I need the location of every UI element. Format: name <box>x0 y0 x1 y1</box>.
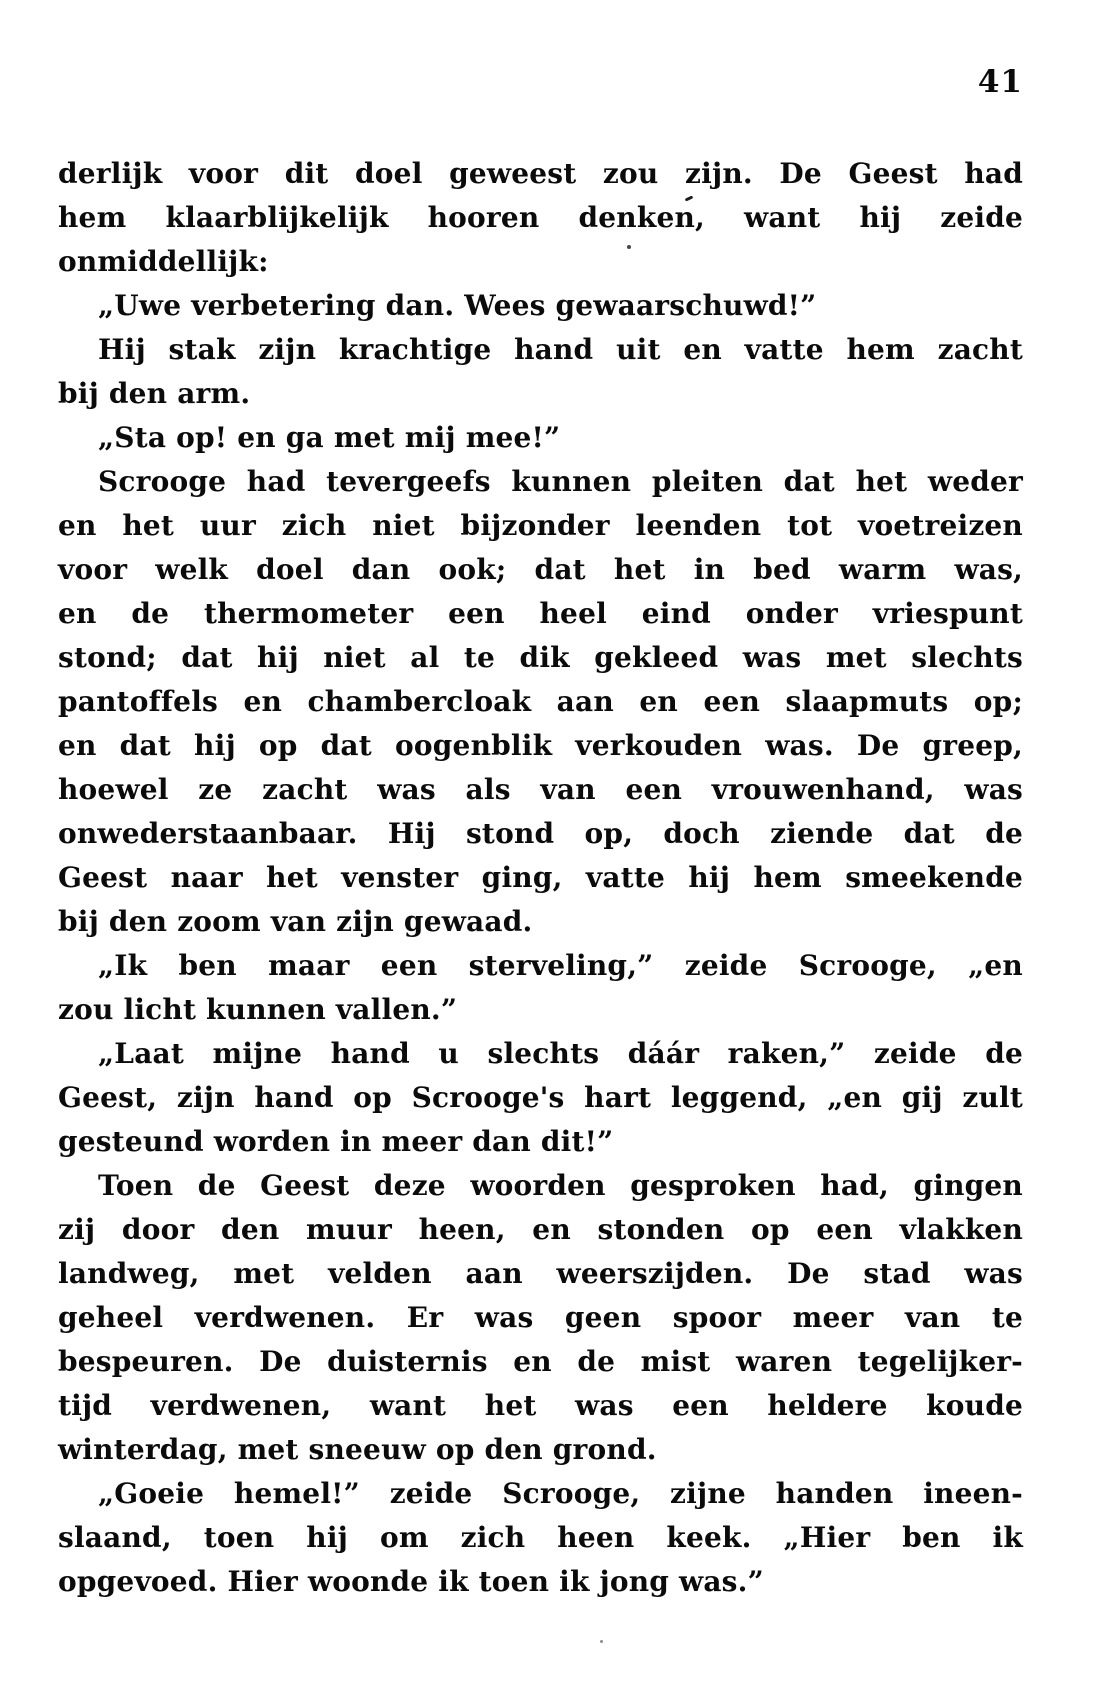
text-line: en het uur zich niet bijzonder leenden tot voetreizen <box>58 509 1023 542</box>
text-line: derlijk voor dit doel geweest zou zijn. De Geest had <box>58 157 1023 190</box>
text-line: slaand, toen hij om zich heen keek. „Hier ben ik <box>58 1521 1023 1554</box>
text-line: onwederstaanbaar. Hij stond op, doch ziende dat de <box>58 817 1023 850</box>
text-line: Geest naar het venster ging, vatte hij hem smeekende <box>58 861 1023 894</box>
text-line: gesteund worden in meer dan dit!” <box>58 1125 614 1158</box>
text-line: zou licht kunnen vallen.” <box>58 993 458 1026</box>
text-line: voor welk doel dan ook; dat het in bed warm was, <box>58 553 1023 586</box>
text-line: Hij stak zijn krachtige hand uit en vatte hem zacht <box>98 333 1023 366</box>
text-line: bij den arm. <box>58 377 251 410</box>
text-line: „Laat mijne hand u slechts dáár raken,” zeide de <box>98 1037 1023 1070</box>
text-line: „Ik ben maar een sterveling,” zeide Scrooge, „en <box>98 949 1023 982</box>
text-block <box>58 152 1023 1604</box>
text-line: en dat hij op dat oogenblik verkouden was. De greep, <box>58 729 1023 762</box>
page-number: 41 <box>977 64 1023 100</box>
text-line: tijd verdwenen, want het was een heldere koude <box>58 1389 1023 1422</box>
text-line: Toen de Geest deze woorden gesproken had, gingen <box>98 1169 1023 1202</box>
text-line: winterdag, met sneeuw op den grond. <box>58 1433 657 1466</box>
text-line: „Goeie hemel!” zeide Scrooge, zijne handen ineen- <box>98 1477 1023 1510</box>
text-line: geheel verdwenen. Er was geen spoor meer van te <box>58 1301 1023 1334</box>
text-line: onmiddellijk: <box>58 245 269 278</box>
text-line: landweg, met velden aan weerszijden. De stad was <box>58 1257 1023 1290</box>
scan-speck <box>627 245 631 249</box>
text-line: opgevoed. Hier woonde ik toen ik jong was.” <box>58 1565 764 1598</box>
text-line: bespeuren. De duisternis en de mist waren tegelijker- <box>58 1345 1023 1378</box>
text-line: hoewel ze zacht was als van een vrouwenhand, was <box>58 773 1023 806</box>
text-line: Scrooge had tevergeefs kunnen pleiten dat het weder <box>98 465 1023 498</box>
text-line: en de thermometer een heel eind onder vriespunt <box>58 597 1023 630</box>
text-line: bij den zoom van zijn gewaad. <box>58 905 533 938</box>
text-line: „Sta op! en ga met mij mee!” <box>98 421 561 454</box>
text-line: zij door den muur heen, en stonden op een vlakken <box>58 1213 1023 1246</box>
text-line: Geest, zijn hand op Scrooge's hart leggend, „en gij zult <box>58 1081 1023 1114</box>
text-line: pantoffels en chambercloak aan en een slaapmuts op; <box>58 685 1023 718</box>
text-line: hem klaarblijkelijk hooren denken, want hij zeide <box>58 201 1023 234</box>
text-line: stond; dat hij niet al te dik gekleed was met slechts <box>58 641 1023 674</box>
scan-speck <box>600 1640 603 1643</box>
text-line: „Uwe verbetering dan. Wees gewaarschuwd!” <box>98 289 817 322</box>
